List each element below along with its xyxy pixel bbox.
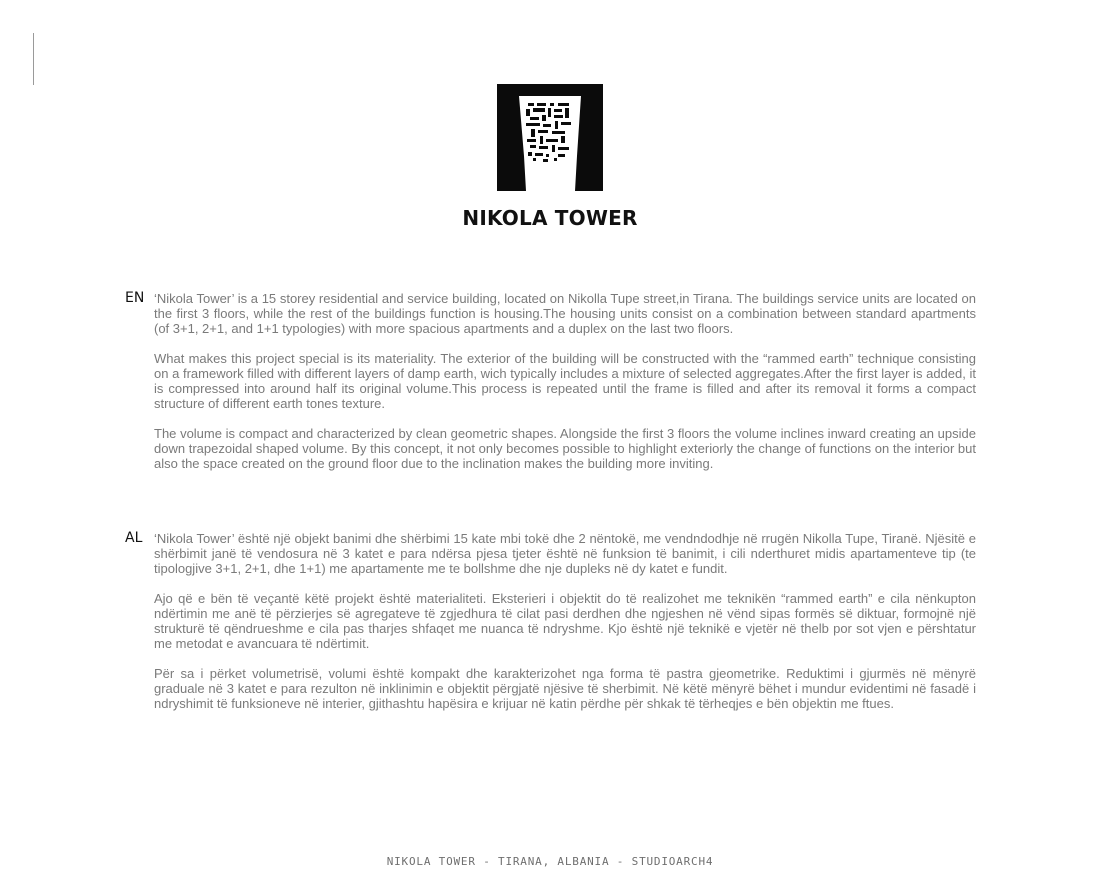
paragraph: ‘Nikola Tower’ është një objekt banimi dhe shërbimi 15 kate mbi tokë dhe 2 nëntokë, me vendndodhje në rrugën Nikolla Tupe, Tiranë. Njësitë e shërbimit janë të vendosura në 3 katet e para ndërsa pjesa tjeter është në funksion të banimit, i cili nderthuret midis apartamenteve tip (te tipologjive 3+1, 2+1, dhe 1+1) me apartamente me te bollshme dhe nje dupleks në dy katet e fundit. (154, 531, 976, 576)
language-label-al: AL (125, 530, 143, 546)
nikola-tower-logo-icon (497, 84, 603, 191)
paragraph: Ajo që e bën të veçantë këtë projekt është materialiteti. Eksterieri i objektit do të realizohet me teknikën “rammed earth” e cila nënkupton ndërtimin me anë të përzierjes së agregateve të zgjedhura të cilat pasi derdhen dhe ngjeshen në vënd sipas formës së diktuar, formojnë një strukturë të qëndrueshme e cila pas tharjes shfaqet me nuanca të ndryshme. Kjo është një teknikë e vjetër në thelb por sot vjen e përshtatur me metodat e avancuara të ndërtimit. (154, 591, 976, 651)
paragraph: What makes this project special is its materiality. The exterior of the building will be constructed with the “rammed earth” technique consisting on a framework filled with different layers of damp earth, wich typically includes a mixture of selected aggregates.After the first layer is added, it is compressed into around half its original volume.This process is repeated until the frame is filled and after its removal it forms a compact structure of different earth tones texture. (154, 351, 976, 411)
page-title: NIKOLA TOWER (462, 206, 638, 230)
albanian-text (154, 531, 976, 726)
paragraph: Për sa i përket volumetrisë, volumi është kompakt dhe karakterizohet nga forma të pastra gjeometrike. Reduktimi i gjurmës në mënyrë graduale në 3 katet e para rezulton në inklinimin e objektit përgjatë njësive të sherbimit. Në këtë mënyrë bëhet i mundur evidentimi në fasadë i ndryshimit të funksioneve në interier, gjithashtu hapësira e krijuar në katin përdhe për shkak të tërheqjes e bën objektin me ftues. (154, 666, 976, 711)
paragraph: The volume is compact and characterized by clean geometric shapes. Alongside the first 3 floors the volume inclines inward creating an upside down trapezoidal shaped volume. By this concept, it not only becomes possible to highlight exteriorly the change of functions on the interior but also the space created on the ground floor due to the inclination makes the building more inviting. (154, 426, 976, 471)
language-label-en: EN (125, 290, 145, 306)
margin-rule (33, 33, 34, 85)
page-footer: NIKOLA TOWER - TIRANA, ALBANIA - STUDIOARCH4 (386, 855, 714, 868)
paragraph: ‘Nikola Tower’ is a 15 storey residential and service building, located on Nikolla Tupe street,in Tirana. The buildings service units are located on the first 3 floors, while the rest of the buildings function is housing.The housing units consist on a combination between standard apartments (of 3+1, 2+1, and 1+1 typologies) with more spacious apartments and a duplex on the last two floors. (154, 291, 976, 336)
english-text (154, 291, 976, 486)
